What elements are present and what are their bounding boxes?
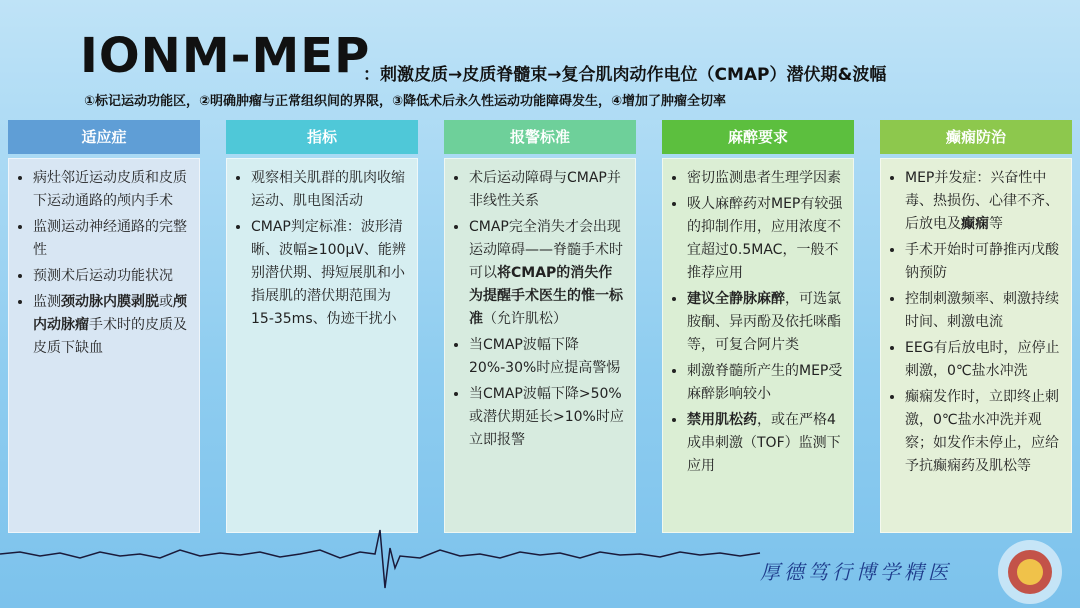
column-header: 麻醉要求 [662,120,854,154]
column-indicators [226,120,418,533]
column-body [662,158,854,533]
column-body [880,158,1072,533]
list-item: • 术后运动障碍与CMAP并非线性关系 [469,167,625,213]
column-epilepsy [880,120,1072,533]
list-item: • EEG有后放电时，应停止刺激，0℃盐水冲洗 [905,337,1061,383]
column-body [444,158,636,533]
column-anesthesia [662,120,854,533]
list-item: • MEP并发症：兴奋性中毒、热损伤、心律不齐、后放电及癫痫等 [905,167,1061,236]
page-title: IONM-MEP [80,28,371,84]
list-item: • 当CMAP波幅下降20%-30%时应提高警惕 [469,334,625,380]
list-item: • 当CMAP波幅下降>50%或潜伏期延长>10%时应立即报警 [469,383,625,452]
column-body [8,158,200,533]
list-item: • 密切监测患者生理学因素 [687,167,843,190]
list-item: • 吸人麻醉药对MEP有较强的抑制作用，应用浓度不宜超过0.5MAC，一般不推荐应用 [687,193,843,285]
list-item: • CMAP完全消失才会出现运动障碍——脊髓手术时可以将CMAP的消失作为提醒手术医生的惟一标准（允许肌松） [469,216,625,331]
list-item: • 建议全静脉麻醉，可选氯胺酮、异丙酚及依托咪酯等，可复合阿片类 [687,288,843,357]
list-item: • 观察相关肌群的肌肉收缩运动、肌电图活动 [251,167,407,213]
column-header: 报警标准 [444,120,636,154]
list-item: • 监测运动神经通路的完整性 [33,216,189,262]
list-item: • 手术开始时可静推丙戊酸钠预防 [905,239,1061,285]
page-subtitle: ①标记运动功能区，②明确肿瘤与正常组织间的界限，③降低术后永久性运动功能障碍发生，④增加了肿瘤全切率 [84,94,727,109]
motto-text: 厚德笃行博学精医 [760,560,952,584]
column-header: 适应症 [8,120,200,154]
list-item: • 控制刺激频率、刺激持续时间、刺激电流 [905,288,1061,334]
title-row [80,28,1070,92]
list-item: • 病灶邻近运动皮质和皮质下运动通路的颅内手术 [33,167,189,213]
column-alarm-criteria [444,120,636,533]
page-title-description: ：刺激皮质→皮质脊髓束→复合肌肉动作电位（CMAP）潜伏期&波幅 [363,65,887,85]
list-item: • CMAP判定标准：波形清晰、波幅≥100μV、能辨别潜伏期、拇短展肌和小指展肌的潜伏期范围为15-35ms、伪迹干扰小 [251,216,407,331]
list-item: • 监测颈动脉内膜剥脱或颅内动脉瘤手术时的皮质及皮质下缺血 [33,291,189,360]
column-header: 癫痫防治 [880,120,1072,154]
list-item: • 刺激脊髓所产生的MEP受麻醉影响较小 [687,360,843,406]
list-item: • 癫痫发作时，立即终止刺激，0℃盐水冲洗并观察；如发作未停止，应给予抗癫痫药及肌松等 [905,386,1061,478]
column-indications [8,120,200,533]
list-item: • 预测术后运动功能状况 [33,265,189,288]
hospital-logo [990,528,1070,608]
list-item: • 禁用肌松药，或在严格4成串刺激（TOF）监测下应用 [687,409,843,478]
column-header: 指标 [226,120,418,154]
column-body [226,158,418,533]
